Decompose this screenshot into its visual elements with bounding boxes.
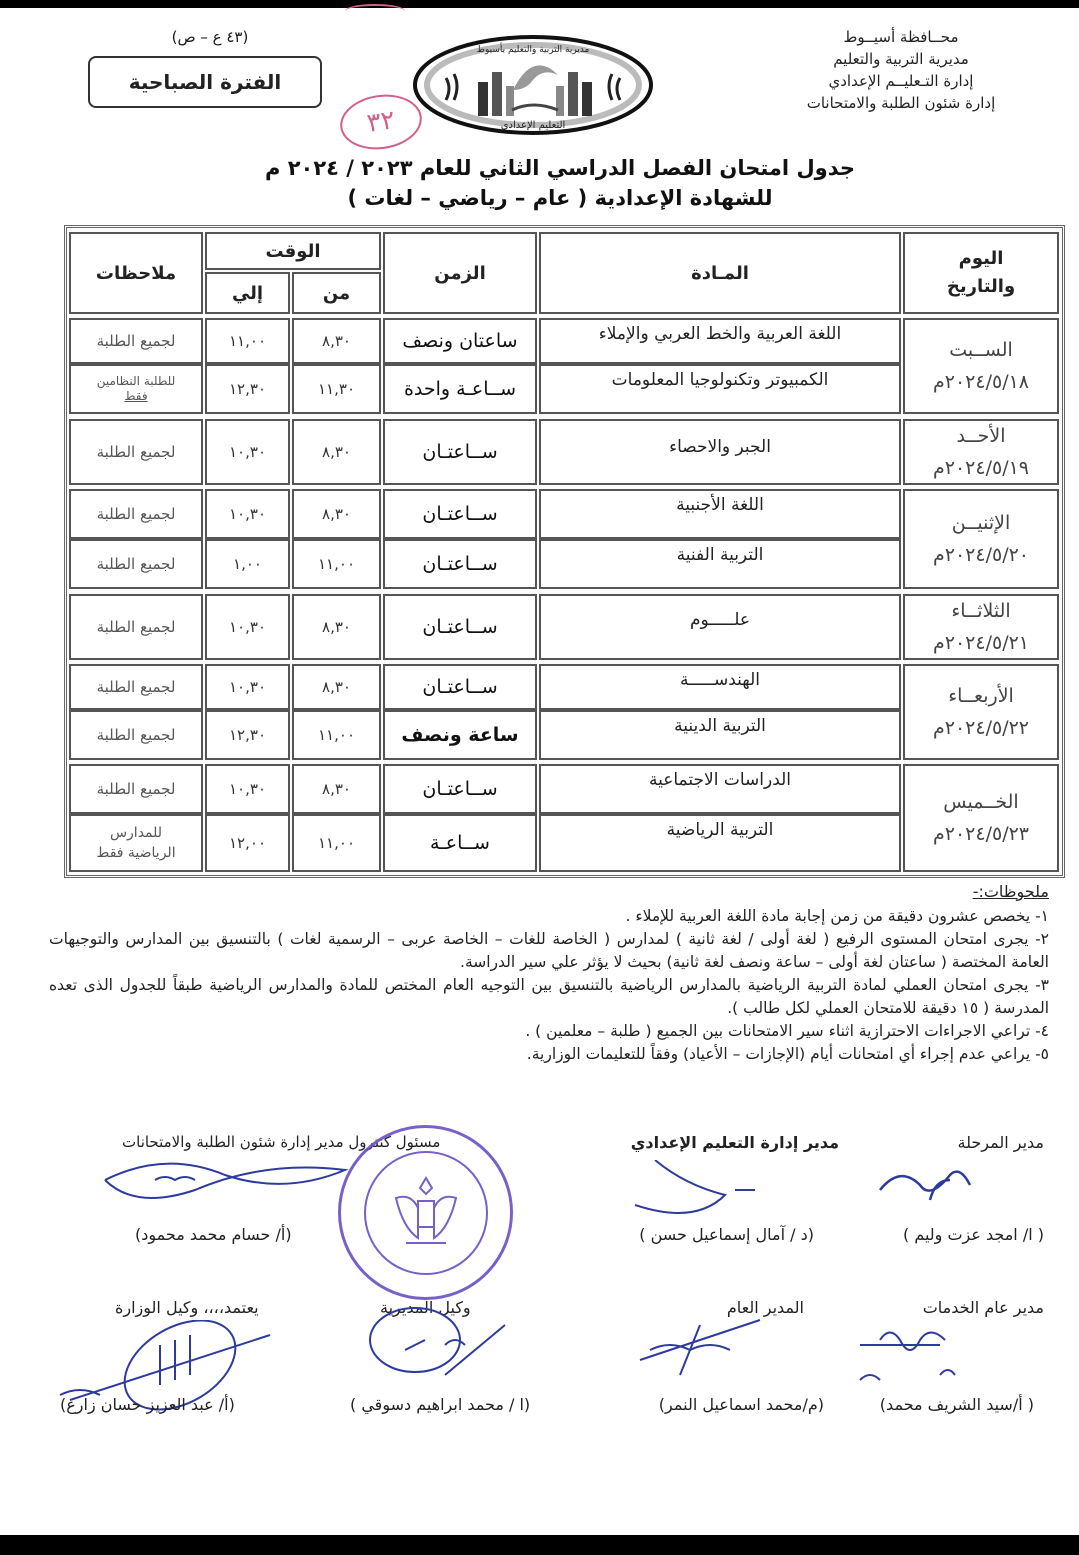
department-line: إدارة شئون الطلبة والامتحانات [806,94,996,112]
day-date: ٢٠٢٤/٥/٢٠م [933,544,1030,566]
signer-title-services-director: مدير عام الخدمات [922,1298,1044,1317]
to-time-cell: ١٠,٣٠ [205,664,290,710]
header-time: الوقت [205,232,381,270]
header-subject: المـادة [539,232,901,314]
official-stamp [338,1125,513,1300]
from-time-cell: ١١,٠٠ [292,539,381,589]
notes-cell: لجميع الطلبة [69,664,203,710]
notes-cell: لجميع الطلبة [69,318,203,364]
from-time-cell: ٨,٣٠ [292,594,381,660]
signer-name-general-director: (م/محمد اسماعيل النمر) [658,1395,824,1414]
remark-item: ١- يخصص عشرون دقيقة من زمن إجابة مادة اللغة العربية للإملاء . [625,907,1049,925]
from-time-cell: ٨,٣٠ [292,419,381,485]
eagle-seal-icon [364,1151,488,1275]
subject-cell: الدراسات الاجتماعية [539,764,901,814]
remark-item: ٥- يراعي عدم إجراء أي امتحانات أيام (الإجازات – الأعياد) وفقاً للتعليمات الوزارية. [526,1045,1049,1063]
header-from: من [292,272,381,314]
day-name: الخــميس [943,791,1019,813]
signer-name-ministry-deputy: (أ/ عبد العزيز حسان زارع) [60,1395,235,1414]
subject-cell: الكمبيوتر وتكنولوجيا المعلومات [539,364,901,414]
document-subtitle: للشهادة الإعدادية ( عام – رياضي – لغات ) [347,186,773,210]
remark-item: ٤- تراعي الاجراءات الاحترازية اثناء سير الامتحانات بين الجميع ( طلبة – معلمين ) . [525,1022,1049,1040]
signer-title-stage-director: مدير المرحلة [957,1133,1044,1152]
day-name: الثلاثــاء [951,600,1011,622]
duration-cell: ســاعـة واحدة [383,364,537,414]
signer-title-ministry-deputy: يعتمد،،،، وكيل الوزارة [115,1298,259,1317]
signer-name-exams-director: (أ/ حسام محمد محمود) [135,1225,292,1244]
day-cell-sunday [903,419,1059,485]
handwritten-page-mark: ٣٢ [337,90,426,155]
signature-scribble-icon [355,1300,525,1385]
period-label-box [88,56,322,108]
subject-cell: التربية الرياضية [539,814,901,872]
from-time-cell: ١١,٣٠ [292,364,381,414]
day-name: الســبت [949,339,1013,361]
notes-cell: لجميع الطلبة [69,539,203,589]
remarks-section [49,880,1049,1066]
signer-title-exams-director: مسئول كنترول مدير إدارة شئون الطلبة والامتحانات [122,1133,441,1151]
handwritten-arc [345,4,405,18]
day-date: ٢٠٢٤/٥/١٩م [933,457,1030,479]
signer-title-general-director: المدير العام [726,1298,804,1317]
to-time-cell: ١,٠٠ [205,539,290,589]
svg-text:التعليم الإعدادي: التعليم الإعدادي [500,120,566,131]
signer-title-prep-education-director: مدير إدارة التعليم الإعدادي [630,1133,839,1152]
subject-cell: علـــــوم [539,594,901,660]
subject-cell: الهندســـــة [539,664,901,710]
svg-text:مديرية التربية والتعليم بأسيوط: مديرية التربية والتعليم بأسيوط [476,45,590,55]
subject-cell: اللغة العربية والخط العربي والإملاء [539,318,901,364]
notes-cell: لجميع الطلبة [69,419,203,485]
notes-cell: لجميع الطلبة [69,489,203,539]
bottom-border-bar [0,1535,1079,1555]
directorate-line: مديرية التربية والتعليم [833,50,969,68]
document-title: جدول امتحان الفصل الدراسي الثاني للعام ٢٠٢٣ / ٢٠٢٤ م [265,156,855,180]
day-date: ٢٠٢٤/٥/٢٣م [933,823,1030,845]
notes-cell: لجميع الطلبة [69,710,203,760]
from-time-cell: ١١,٠٠ [292,710,381,760]
to-time-cell: ١١,٠٠ [205,318,290,364]
signer-name-stage-director: ( ا/ امجد عزت وليم ) [902,1225,1044,1244]
note-line: للطلبة النظامين [96,374,176,388]
duration-cell: ســاعتـان [383,664,537,710]
from-time-cell: ٨,٣٠ [292,764,381,814]
from-time-cell: ١١,٠٠ [292,814,381,872]
to-time-cell: ١٢,٣٠ [205,364,290,414]
subject-cell: التربية الفنية [539,539,901,589]
duration-cell: ســاعـة [383,814,537,872]
signature-scribble-icon [95,1150,355,1210]
signature-scribble-icon [870,1160,980,1210]
to-time-cell: ١٢,٠٠ [205,814,290,872]
signature-scribble-icon [850,1320,980,1390]
from-time-cell: ٨,٣٠ [292,489,381,539]
day-name: الأربعــاء [948,685,1014,707]
organization-header [751,26,1051,114]
notes-cell [69,814,203,872]
from-time-cell: ٨,٣٠ [292,664,381,710]
header-to: إلي [205,272,290,314]
signature-scribble-icon [630,1315,780,1380]
header-day-date [903,232,1059,314]
notes-cell: لجميع الطلبة [69,764,203,814]
from-time-cell: ٨,٣٠ [292,318,381,364]
note-line: فقط [124,389,148,403]
day-date: ٢٠٢٤/٥/١٨م [933,371,1030,393]
remark-item: ٣- يجرى امتحان العملي لمادة التربية الرياضية بالمدارس الرياضية بالتنسيق بين التوجيه العام المختص للمادة والمدارس الرياضية طبقاً للجدول الذى تعده المدرسة ( ١٥ دقيقة للامتحان العملي لكل طالب ). [49,976,1049,1017]
header-duration: الزمن [383,232,537,314]
to-time-cell: ١٠,٣٠ [205,764,290,814]
duration-cell: ســاعتـان [383,489,537,539]
header-day-label: اليوم [958,248,1004,269]
day-cell-saturday [903,318,1059,414]
signer-title-directorate-deputy: وكيل المديرية [380,1298,471,1317]
duration-cell: ساعة ونصف [383,710,537,760]
subject-cell: التربية الدينية [539,710,901,760]
header-date-label: والتاريخ [946,276,1016,297]
day-name: الإثنيــن [951,512,1011,534]
top-border-bar [0,0,1079,8]
remarks-title: ملحوظات:- [972,882,1049,901]
note-line: للمدارس [109,825,163,841]
to-time-cell: ١٠,٣٠ [205,594,290,660]
signer-name-directorate-deputy: (ا / محمد ابراهيم دسوقي ) [350,1395,531,1414]
to-time-cell: ١٠,٣٠ [205,489,290,539]
remark-item: ٢- يجرى امتحان المستوى الرفيع ( لغة أولى / لغة ثانية ) لمدارس ( الخاصة للغات – الخاصة عربى – الرسمية لغات ) بالتنسيق بين المدارس والتوجيهات العامة المختصة ( ساعتان لغة أولى – ساعة ونصف لغة ثانية) بحيث لا يؤثر علي سير الدراسة. [49,930,1049,971]
duration-cell: ساعتان ونصف [383,318,537,364]
signature-scribble-icon [625,1160,775,1220]
subject-cell: اللغة الأجنبية [539,489,901,539]
duration-cell: ســاعتـان [383,764,537,814]
notes-cell: لجميع الطلبة [69,594,203,660]
duration-cell: ســاعتـان [383,539,537,589]
directorate-logo-icon [408,30,658,140]
to-time-cell: ١٢,٣٠ [205,710,290,760]
day-cell-wednesday [903,664,1059,760]
administration-line: إدارة التـعليــم الإعدادي [828,72,974,90]
note-line: الرياضية فقط [96,845,176,861]
to-time-cell: ١٠,٣٠ [205,419,290,485]
notes-cell [69,364,203,414]
day-cell-thursday [903,764,1059,872]
day-name: الأحــد [956,425,1006,447]
form-code: (٤٣ ع – ص) [171,28,249,46]
header-notes: ملاحظات [69,232,203,314]
day-cell-tuesday [903,594,1059,660]
subject-cell: الجبر والاحصاء [539,419,901,485]
period-label: الفترة الصباحية [128,70,282,94]
duration-cell: ســاعتـان [383,594,537,660]
day-date: ٢٠٢٤/٥/٢٢م [933,717,1030,739]
signer-name-services-director: ( أ/سيد الشريف محمد) [879,1395,1034,1414]
day-cell-monday [903,489,1059,589]
signer-name-prep-education-director: (د / آمال إسماعيل حسن ) [639,1225,814,1244]
duration-cell: ســاعتـان [383,419,537,485]
governorate-line: محــافظة أسيــوط [843,28,959,46]
day-date: ٢٠٢٤/٥/٢١م [933,632,1030,654]
